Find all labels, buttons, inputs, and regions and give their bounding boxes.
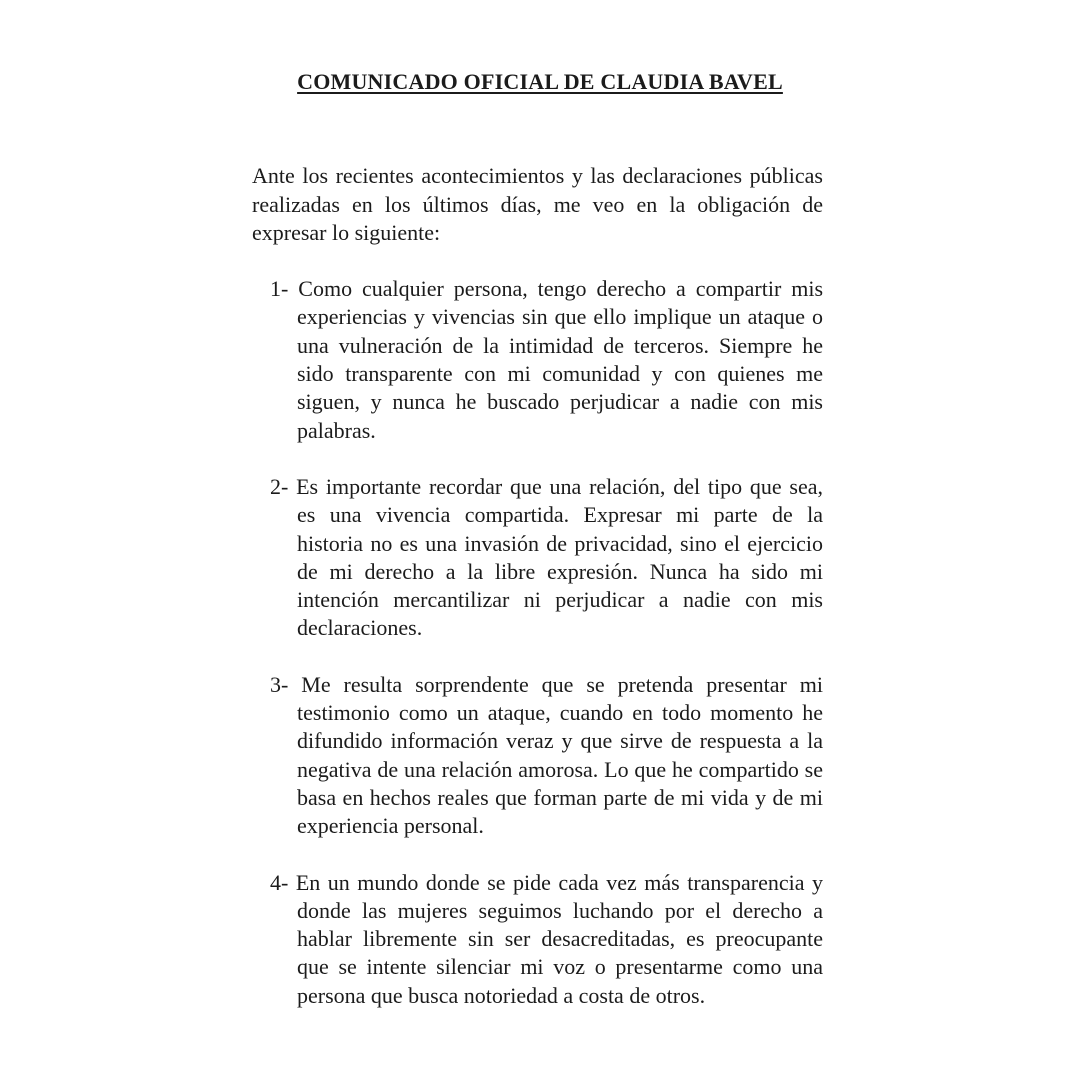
- numbered-item-2: [252, 473, 823, 643]
- numbered-item-1: [252, 275, 823, 445]
- item-number: 4-: [270, 869, 289, 895]
- item-number: 3-: [270, 671, 289, 697]
- numbered-item-4: [252, 869, 823, 1010]
- item-text: Es importante recordar que una relación, del tipo que sea, es una vivencia compartida. Expresar mi parte de la historia no es una invasión de privacidad, sino el ejercicio de mi derecho a la libre expresión. Nunca ha sido mi intención mercantilizar ni perjudicar a nadie con mis declaraciones.: [296, 473, 823, 641]
- item-number: 1-: [270, 276, 289, 302]
- item-text: En un mundo donde se pide cada vez más transparencia y donde las mujeres seguimos luchando por el derecho a hablar libremente sin ser desacreditadas, es preocupante que se intente silenciar mi voz o presentarme como una persona que busca notoriedad a costa de otros.: [295, 869, 823, 1008]
- document-body: [252, 162, 823, 1010]
- document-title: COMUNICADO OFICIAL DE CLAUDIA BAVEL: [297, 69, 783, 94]
- numbered-item-3: [252, 671, 823, 841]
- item-number: 2-: [270, 473, 289, 499]
- intro-paragraph: Ante los recientes acontecimientos y las declaraciones públicas realizadas en los últimos días, me veo en la obligación de expresar lo siguiente:: [252, 163, 823, 245]
- item-text: Me resulta sorprendente que se pretenda presentar mi testimonio como un ataque, cuando en todo momento he difundido información veraz y que sirve de respuesta a la negativa de una relación amorosa. Lo que he compartido se basa en hechos reales que forman parte de mi vida y de mi experiencia personal.: [297, 671, 824, 839]
- item-text: Como cualquier persona, tengo derecho a compartir mis experiencias y vivencias sin que ello implique un ataque o una vulneración de la intimidad de terceros. Siempre he sido transparente con mi comunidad y con quienes me siguen, y nunca he buscado perjudicar a nadie con mis palabras.: [297, 276, 823, 443]
